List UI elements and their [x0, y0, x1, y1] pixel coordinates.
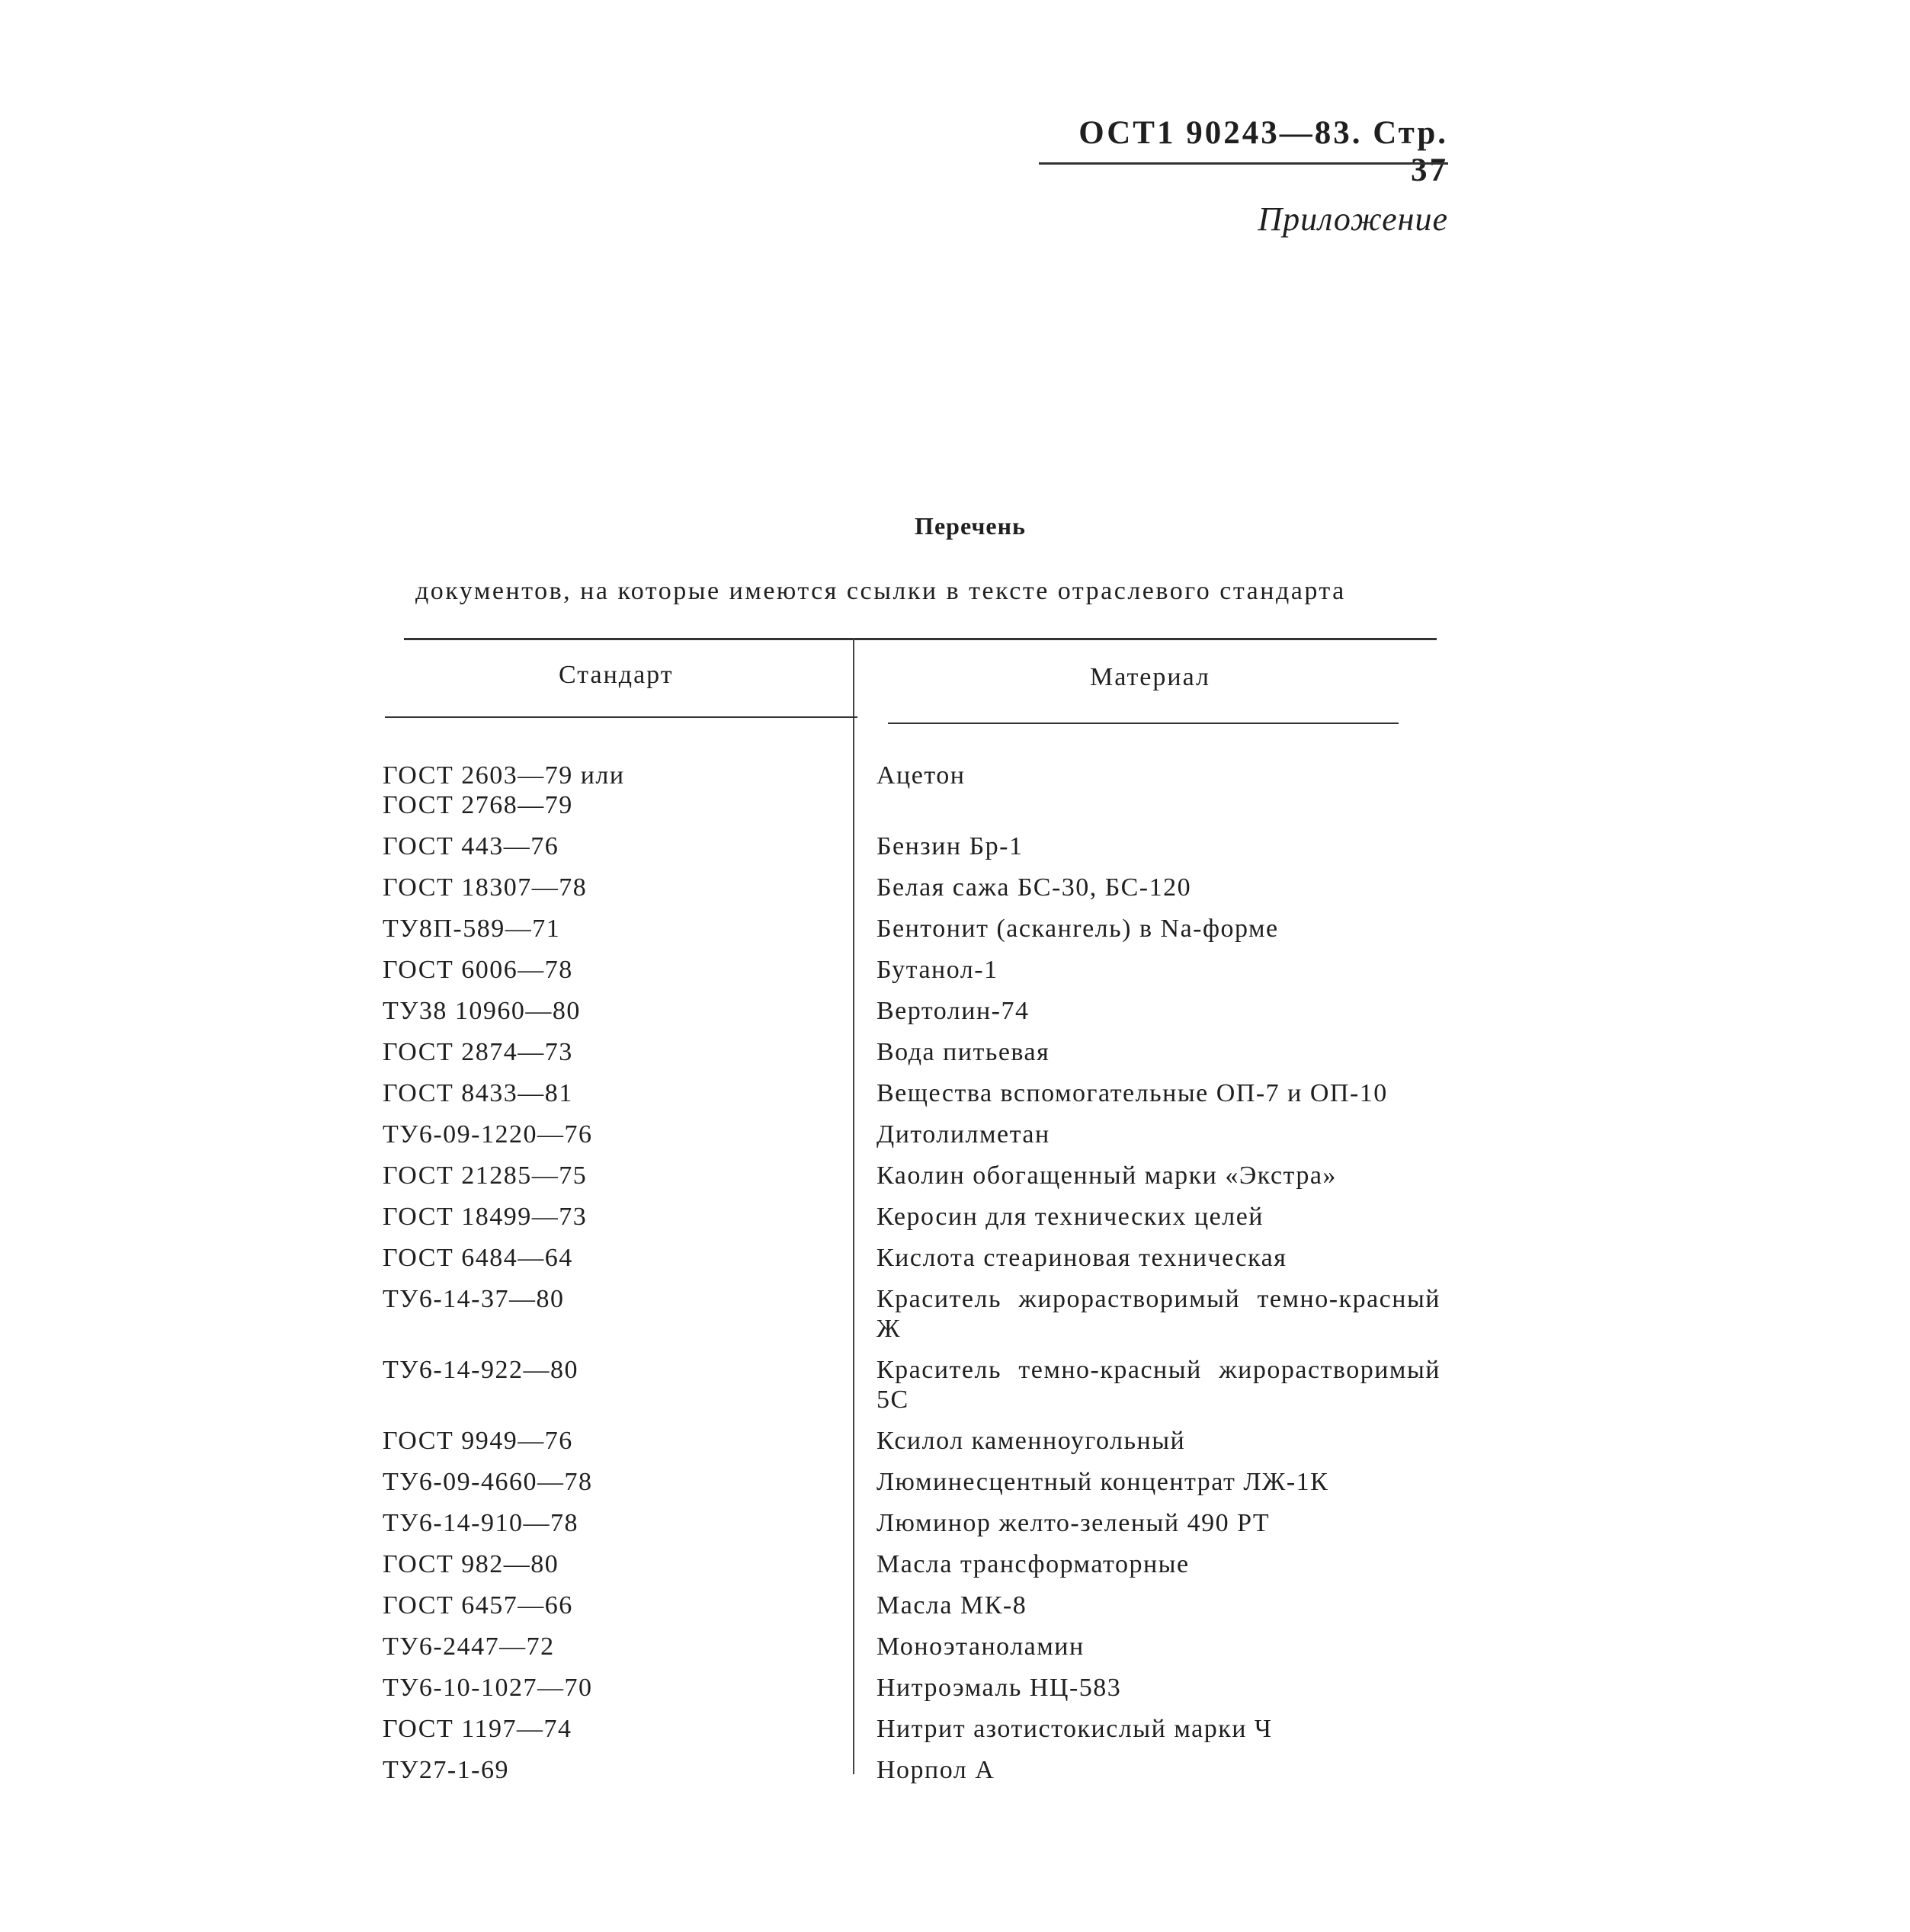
material-cell: Вертолин-74: [876, 997, 1030, 1025]
table-row: [380, 1243, 1447, 1273]
standard-cell: ГОСТ 6457—66: [383, 1591, 573, 1620]
standard-cell: ТУ8П-589—71: [383, 915, 561, 943]
standard-cell: ГОСТ 21285—75: [383, 1161, 588, 1190]
table-row: [380, 1202, 1447, 1232]
table-row: [380, 1284, 1447, 1344]
header-rule: [1039, 162, 1448, 165]
table-row: [380, 761, 1447, 820]
standard-cell: ГОСТ 982—80: [383, 1550, 559, 1578]
standard-cell: ГОСТ 6006—78: [383, 956, 573, 984]
table-row: [380, 1508, 1447, 1538]
material-cell: Вода питьевая: [876, 1038, 1050, 1066]
standard-cell: ГОСТ 2874—73: [383, 1038, 573, 1066]
table-row: [380, 873, 1447, 902]
reference-table: [380, 761, 1447, 1796]
standard-cell: ТУ6-09-1220—76: [383, 1120, 593, 1149]
table-row: [380, 1426, 1447, 1456]
table-row: [380, 914, 1447, 944]
material-cell: Ксилол каменноугольный: [876, 1427, 1186, 1455]
table-row: [380, 1591, 1447, 1620]
material-cell: Нитроэмаль НЦ-583: [876, 1674, 1122, 1702]
material-cell: Бензин Бр-1: [876, 832, 1024, 860]
header-underline-right: [888, 722, 1399, 724]
material-cell: Люминор желто-зеленый 490 РТ: [876, 1509, 1271, 1537]
document-reference: ОСТ1 90243—83. Стр. 37: [1078, 115, 1448, 188]
material-cell: Масла МК-8: [876, 1591, 1027, 1620]
table-row: [380, 1355, 1447, 1415]
material-cell: Норпол А: [876, 1756, 995, 1784]
standard-cell: ТУ6-10-1027—70: [383, 1674, 593, 1702]
material-cell: Вещества вспомогательные ОП-7 и ОП-10: [876, 1079, 1388, 1107]
standard-cell: ГОСТ 18499—73: [383, 1203, 588, 1231]
standard-cell: ТУ6-09-4660—78: [383, 1468, 593, 1496]
column-header-material: Материал: [1090, 663, 1210, 691]
table-row: [380, 1078, 1447, 1108]
standard-cell: ГОСТ 1197—74: [383, 1715, 572, 1743]
standard-cell: ГОСТ 8433—81: [383, 1079, 573, 1107]
list-subtitle: документов, на которые имеются ссылки в тексте отраслевого стандарта: [415, 577, 1346, 605]
table-row: [380, 1755, 1447, 1785]
standard-cell: ТУ6-14-922—80: [383, 1356, 578, 1384]
standard-cell: ГОСТ 18307—78: [383, 873, 588, 902]
table-row: [380, 1549, 1447, 1579]
table-row: [380, 1120, 1447, 1149]
material-cell: Моноэтаноламин: [876, 1632, 1085, 1661]
material-cell: Керосин для технических целей: [876, 1203, 1264, 1231]
table-row: [380, 1714, 1447, 1744]
table-row: [380, 955, 1447, 985]
standard-cell: ТУ27-1-69: [383, 1756, 509, 1784]
table-row: [380, 831, 1447, 861]
standard-cell: ГОСТ 443—76: [383, 832, 559, 860]
material-cell: Нитрит азотистокислый марки Ч: [876, 1715, 1273, 1743]
standard-cell: ТУ6-14-910—78: [383, 1509, 578, 1537]
table-row: [380, 1632, 1447, 1661]
table-top-rule: [404, 638, 1437, 640]
standard-cell: ТУ6-2447—72: [383, 1632, 555, 1661]
material-cell: Кислота стеариновая техническая: [876, 1244, 1287, 1272]
list-title: Перечень: [915, 512, 1026, 540]
table-row: [380, 1467, 1447, 1497]
standard-cell: ГОСТ 2603—79 или ГОСТ 2768—79: [383, 761, 625, 819]
table-row: [380, 1161, 1447, 1190]
table-row: [380, 1037, 1447, 1067]
material-cell: Бутанол-1: [876, 956, 998, 984]
table-row: [380, 1673, 1447, 1703]
material-cell: Дитолилметан: [876, 1120, 1050, 1149]
material-cell: Краситель темно-красный жирорастворимый 5С: [876, 1356, 1441, 1414]
material-cell: Краситель жирорастворимый темно-красный Ж: [876, 1285, 1441, 1343]
table-row: [380, 996, 1447, 1026]
standard-cell: ТУ6-14-37—80: [383, 1285, 565, 1313]
column-header-standard: Стандарт: [559, 661, 674, 689]
standard-cell: ГОСТ 9949—76: [383, 1427, 573, 1455]
material-cell: Белая сажа БС-30, БС-120: [876, 873, 1192, 902]
header-underline-left: [385, 716, 857, 718]
standard-cell: ГОСТ 6484—64: [383, 1244, 573, 1272]
material-cell: Люминесцентный концентрат ЛЖ-1К: [876, 1468, 1329, 1496]
material-cell: Бентонит (асканrель) в Na-форме: [876, 915, 1279, 943]
standard-cell: ТУ38 10960—80: [383, 997, 581, 1025]
material-cell: Каолин обогащенный марки «Экстра»: [876, 1161, 1337, 1190]
material-cell: Масла трансформаторные: [876, 1550, 1190, 1578]
material-cell: Ацетон: [876, 761, 966, 790]
appendix-label: Приложение: [1258, 200, 1448, 238]
